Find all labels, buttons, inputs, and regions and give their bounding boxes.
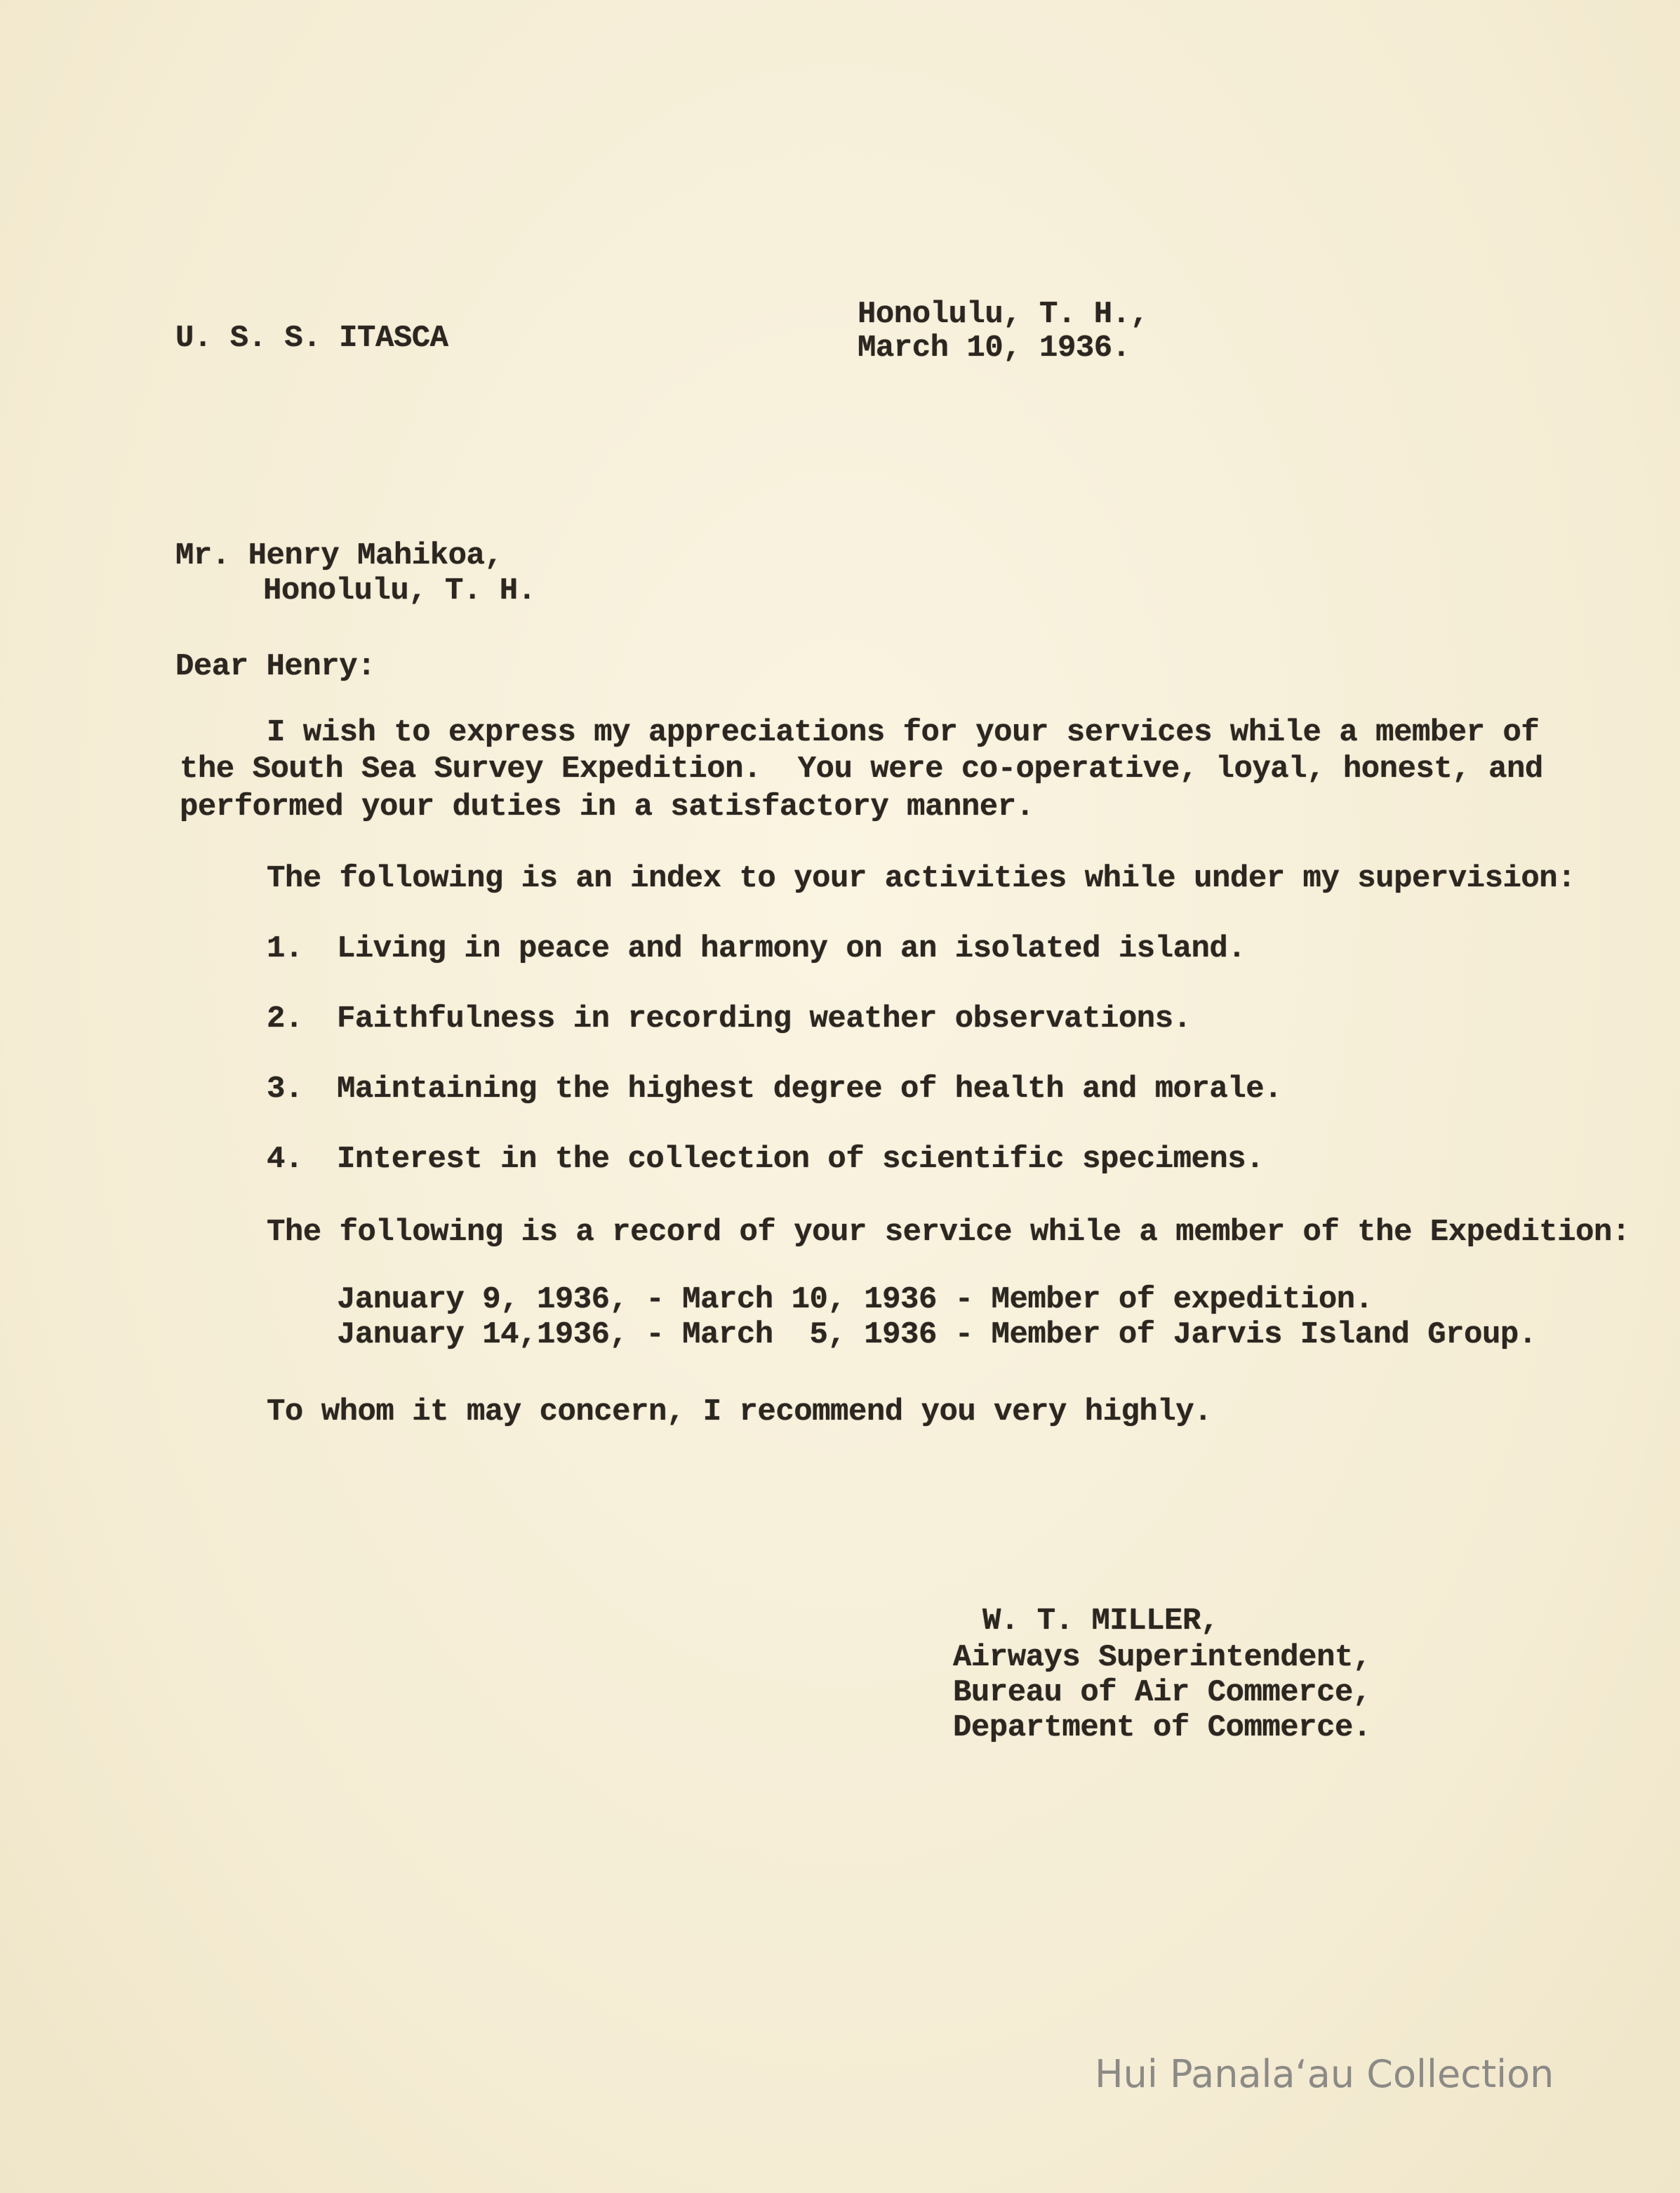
paragraph-line: performed your duties in a satisfactory manner. (180, 789, 1034, 825)
signature-name: W. T. MILLER, (982, 1604, 1219, 1639)
index-item: Faithfulness in recording weather observations. (337, 1001, 1192, 1036)
letter-date: March 10, 1936. (858, 331, 1131, 366)
index-item: Interest in the collection of scientific specimens. (337, 1142, 1265, 1177)
record-line: January 14,1936, - March 5, 1936 - Member of Jarvis Island Group. (337, 1317, 1537, 1352)
salutation: Dear Henry: (175, 649, 375, 684)
index-intro: The following is an index to your activities while under my supervision: (267, 861, 1576, 896)
index-number: 3. (267, 1072, 303, 1107)
signature-title: Airways Superintendent, (953, 1640, 1371, 1675)
index-number: 4. (267, 1142, 303, 1177)
ship-name: U. S. S. ITASCA (175, 321, 448, 356)
record-intro: The following is a record of your service while a member of the Expedition: (267, 1215, 1630, 1250)
letter-place: Honolulu, T. H., (858, 297, 1149, 332)
collection-watermark: Hui Panalaʻau Collection (1095, 2052, 1554, 2096)
record-line: January 9, 1936, - March 10, 1936 - Member of expedition. (337, 1282, 1373, 1317)
index-number: 2. (267, 1001, 303, 1036)
signature-bureau: Bureau of Air Commerce, (953, 1675, 1371, 1710)
index-item: Living in peace and harmony on an isolated island. (337, 931, 1246, 966)
addressee-city: Honolulu, T. H. (263, 573, 536, 608)
recommendation: To whom it may concern, I recommend you very highly. (267, 1394, 1213, 1429)
addressee-name: Mr. Henry Mahikoa, (175, 538, 503, 573)
signature-department: Department of Commerce. (953, 1710, 1371, 1745)
index-item: Maintaining the highest degree of health and morale. (337, 1072, 1283, 1107)
paragraph-line: the South Sea Survey Expedition. You were co-operative, loyal, honest, and (180, 752, 1543, 787)
paragraph-line: I wish to express my appreciations for your services while a member of (267, 715, 1540, 750)
index-number: 1. (267, 931, 303, 966)
